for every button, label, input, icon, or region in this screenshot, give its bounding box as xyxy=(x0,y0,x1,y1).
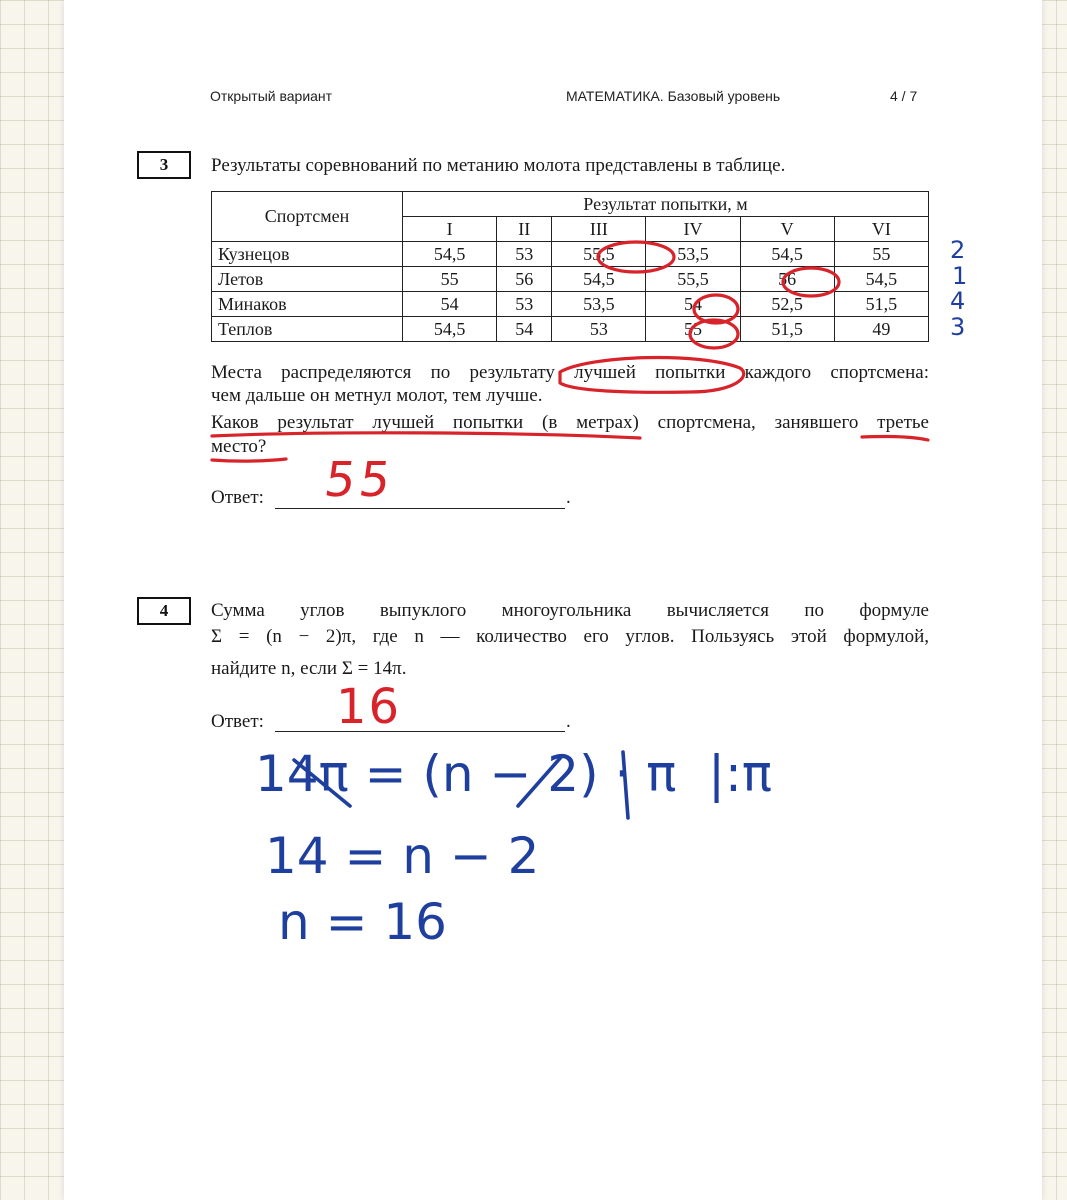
attempt-header: VI xyxy=(834,217,928,242)
place-mark: 3 xyxy=(950,313,966,341)
result-cell: 54,5 xyxy=(834,267,928,292)
result-cell: 53,5 xyxy=(646,242,740,267)
result-cell: 54,5 xyxy=(403,317,497,342)
header-variant: Открытый вариант xyxy=(210,88,333,104)
task-3-question-line-2: место? xyxy=(211,436,267,457)
place-mark: 4 xyxy=(950,287,966,315)
result-cell: 54 xyxy=(403,292,497,317)
result-cell: 56 xyxy=(497,267,552,292)
result-cell: 55 xyxy=(403,267,497,292)
result-cell: 54,5 xyxy=(403,242,497,267)
result-cell: 53 xyxy=(552,317,646,342)
attempt-header: V xyxy=(740,217,834,242)
table-row xyxy=(212,317,929,342)
table-row xyxy=(212,292,929,317)
result-cell: 53,5 xyxy=(552,292,646,317)
result-cell: 54 xyxy=(497,317,552,342)
result-cell: 55,5 xyxy=(552,242,646,267)
result-cell: 55 xyxy=(646,317,740,342)
athlete-header: Спортсмен xyxy=(212,192,403,242)
athlete-name: Минаков xyxy=(212,292,403,317)
task-3-number: 3 xyxy=(137,151,191,179)
solution-line: n = 16 xyxy=(278,893,447,951)
athlete-name: Теплов xyxy=(212,317,403,342)
result-cell: 54,5 xyxy=(740,242,834,267)
place-mark: 2 xyxy=(950,236,966,264)
result-cell: 49 xyxy=(834,317,928,342)
task-3-question-line-1: Каков результат лучшей попытки (в метрах) спортсмена, занявшего третье xyxy=(211,412,929,433)
task-3-answer-label: Ответ: xyxy=(211,487,264,508)
result-cell: 55 xyxy=(834,242,928,267)
task-4-answer-field[interactable] xyxy=(275,731,565,732)
task-4-answer-label: Ответ: xyxy=(211,711,264,732)
attempt-header: II xyxy=(497,217,552,242)
task-3-rule-line-1: Места распределяются по результату лучшей попытки каждого спортсмена: xyxy=(211,362,929,383)
attempt-header: I xyxy=(403,217,497,242)
result-cell: 54,5 xyxy=(552,267,646,292)
table-row xyxy=(212,267,929,292)
header-page-number: 4 / 7 xyxy=(890,88,918,104)
task-4-handwritten-answer: 16 xyxy=(336,679,402,735)
result-header: Результат попытки, м xyxy=(403,192,929,217)
result-cell: 53 xyxy=(497,292,552,317)
result-cell: 53 xyxy=(497,242,552,267)
task-3-rule-line-2: чем дальше он метнул молот, тем лучше. xyxy=(211,385,543,406)
solution-line: 14 = n − 2 xyxy=(265,827,540,885)
result-cell: 51,5 xyxy=(740,317,834,342)
results-table xyxy=(211,191,929,342)
task-4-line-2: Σ = (n − 2)π, где n — количество его углов. Пользуясь этой формулой, xyxy=(211,626,929,647)
task-4-number: 4 xyxy=(137,597,191,625)
place-mark: 1 xyxy=(952,262,968,290)
result-cell: 52,5 xyxy=(740,292,834,317)
task-3-handwritten-answer: 55 xyxy=(321,452,399,508)
header-subject: МАТЕМАТИКА. Базовый уровень xyxy=(566,88,781,104)
result-cell: 54 xyxy=(646,292,740,317)
result-cell: 51,5 xyxy=(834,292,928,317)
task-3-answer-period: . xyxy=(566,487,571,508)
task-4-answer-period: . xyxy=(566,711,571,732)
athlete-name: Кузнецов xyxy=(212,242,403,267)
result-cell: 56 xyxy=(740,267,834,292)
attempt-header: III xyxy=(552,217,646,242)
task-3-prompt: Результаты соревнований по метанию молота представлены в таблице. xyxy=(211,155,786,176)
task-4-line-1: Сумма углов выпуклого многоугольника вычисляется по формуле xyxy=(211,600,929,621)
athlete-name: Летов xyxy=(212,267,403,292)
task-3-answer-field[interactable] xyxy=(275,508,565,509)
result-cell: 55,5 xyxy=(646,267,740,292)
task-4-line-3: найдите n, если Σ = 14π. xyxy=(211,658,407,679)
table-row xyxy=(212,242,929,267)
solution-line: 14π = (n − 2) · π |:π xyxy=(255,745,772,803)
attempt-header: IV xyxy=(646,217,740,242)
